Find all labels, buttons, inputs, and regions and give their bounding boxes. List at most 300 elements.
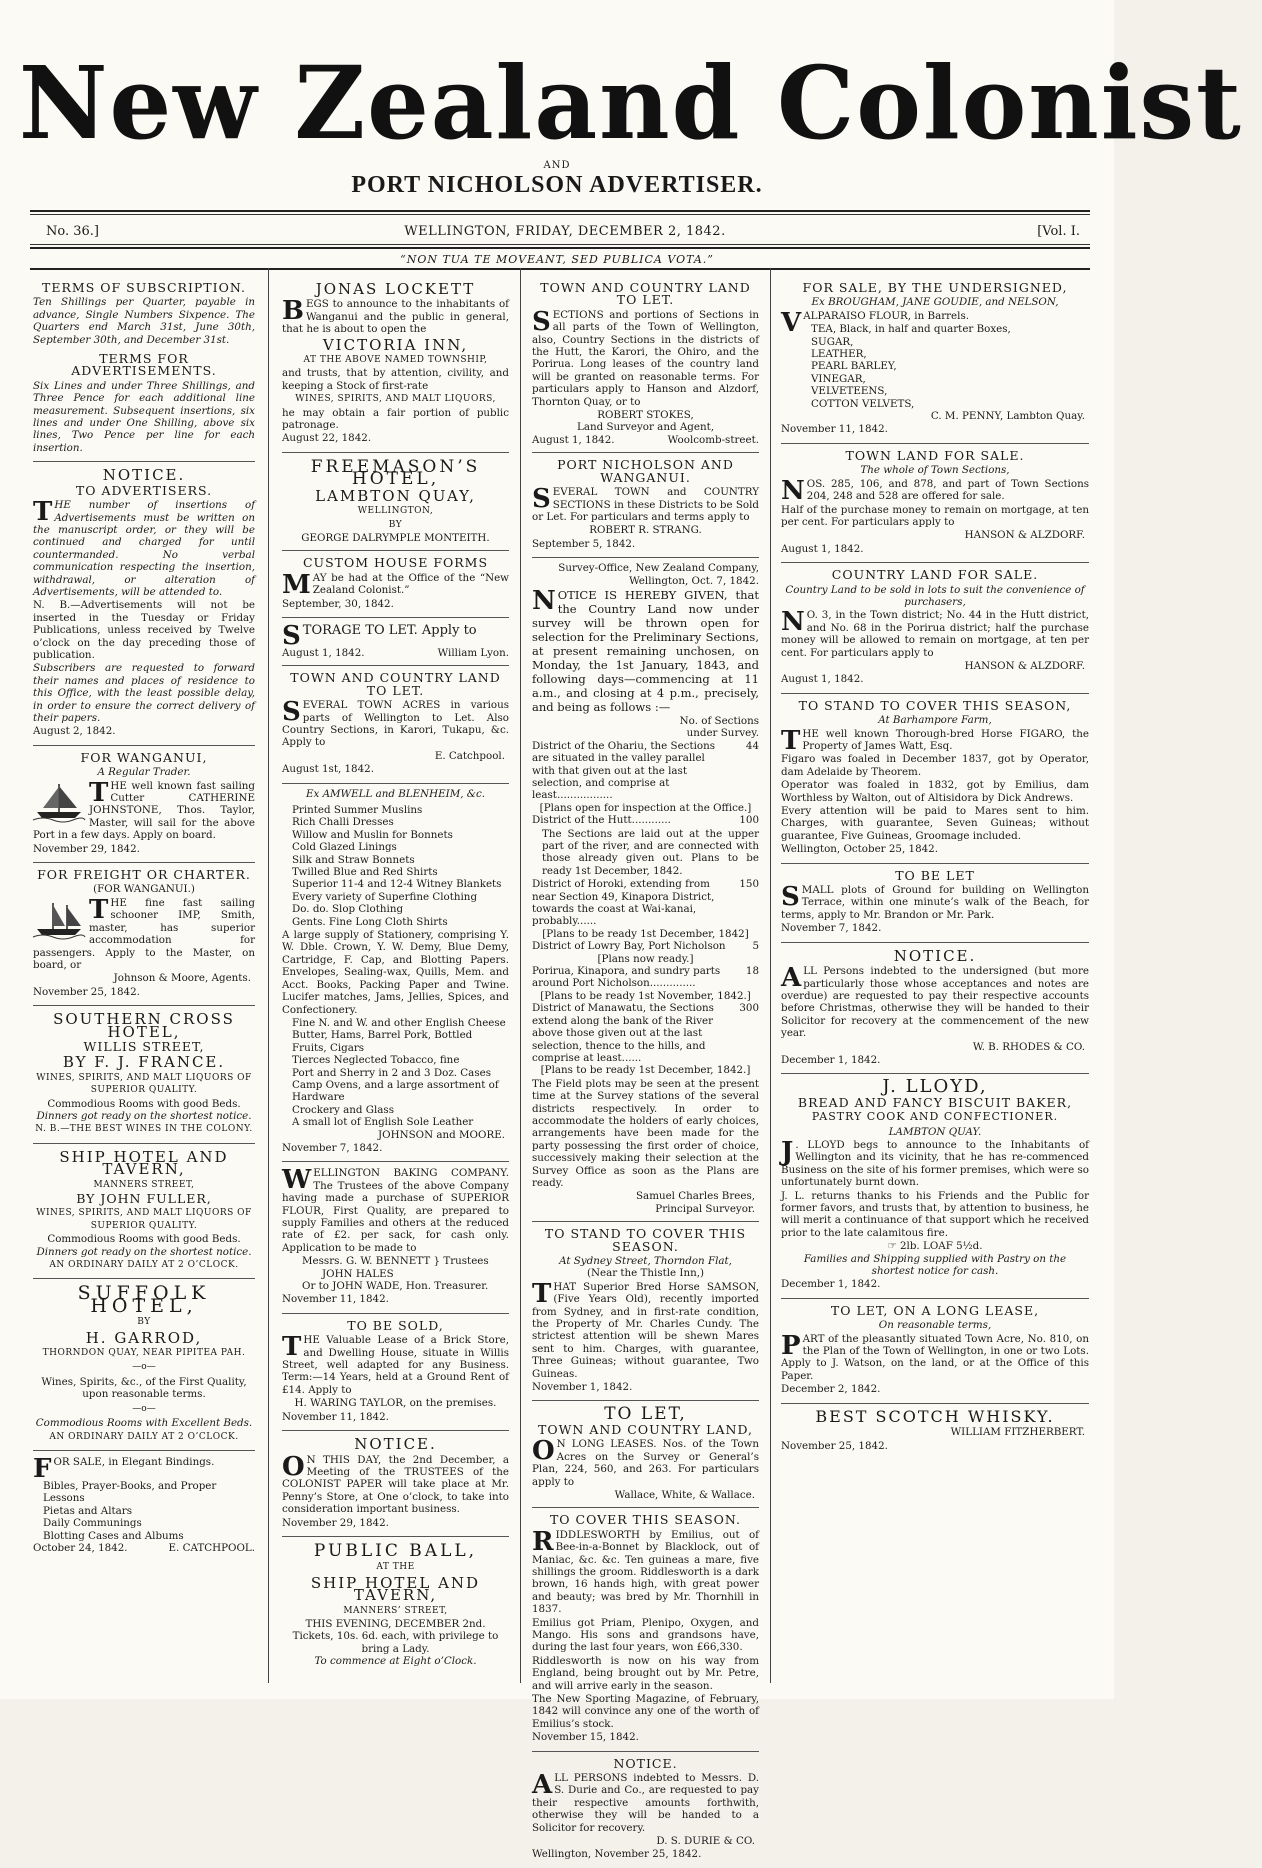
- ad-signature: E. CATCHPOOL.: [168, 1541, 255, 1554]
- treasurer-name: Or to JOHN WADE, Hon. Treasurer.: [302, 1280, 489, 1293]
- ad-text: N. B.—Advertisements will not be inserted in the Tuesday or Friday Publications, unless received by Twelve o’clock on the day preceding those of publication.: [33, 599, 255, 661]
- ad-stand-figaro: [781, 694, 1089, 864]
- ad-for-sale-books: [33, 1451, 255, 1560]
- ad-heading: TOWN AND COUNTRY LAND TO LET.: [290, 670, 501, 698]
- ad-text: HE well known fast sailing Cutter CATHERINE JOHNSTONE, Thos. Taylor, Master, will sail for the above Port in a few days. Apply on board.: [33, 779, 255, 842]
- ad-heading: JONAS LOCKETT: [315, 280, 476, 298]
- ad-date: November 25, 1842.: [33, 985, 140, 998]
- ad-suffolk-hotel: [33, 1279, 255, 1450]
- list-item: SUGAR,: [811, 335, 854, 348]
- list-item: Pietas and Altars: [43, 1504, 132, 1517]
- ad-to-be-sold: [282, 1314, 509, 1431]
- ad-date: November 29, 1842.: [33, 842, 140, 855]
- ad-subheading: A Regular Trader.: [97, 766, 191, 779]
- ad-heading: FOR SALE, BY THE UNDERSIGNED,: [802, 280, 1068, 295]
- loaf-price: 2lb. LOAF 5½d.: [900, 1240, 983, 1253]
- ad-heading: Ex AMWELL and BLENHEIM, &c.: [305, 787, 486, 800]
- ad-signature: William Lyon.: [437, 646, 509, 659]
- ad-signature: W. B. RHODES & CO.: [972, 1040, 1085, 1053]
- district-note: [Plans to be ready 1st November, 1842.]: [540, 989, 751, 1002]
- ad-town-land-sale: [781, 444, 1089, 563]
- section-count: 150: [739, 878, 759, 891]
- loaf-line: [781, 1240, 1089, 1252]
- drop-cap: T: [89, 894, 109, 925]
- section-count: 44: [745, 739, 759, 752]
- ad-text: HE well known Thorough-bred Horse FIGARO, the Property of James Watt, Esq.: [802, 727, 1089, 752]
- ad-date: December 1, 1842.: [781, 1053, 881, 1066]
- ad-subheading: At Sydney Street, Thorndon Flat,: [559, 1255, 732, 1267]
- ad-text: Commodious Rooms with good Beds.: [47, 1233, 241, 1246]
- ad-heading: NOTICE.: [613, 1755, 678, 1771]
- ad-storage: [282, 618, 509, 666]
- drop-cap: S: [282, 697, 301, 728]
- ad-heading: TERMS OF SUBSCRIPTION.: [42, 280, 246, 295]
- list-item: VINEGAR,: [811, 372, 866, 385]
- ad-heading: TOWN LAND FOR SALE.: [845, 447, 1025, 463]
- ad-text: OR SALE, in Elegant Bindings.: [53, 1455, 215, 1468]
- ad-date: August 1, 1842.: [781, 542, 864, 555]
- ad-heading: TO STAND TO COVER THIS SEASON.: [544, 1226, 747, 1254]
- ad-text: he may obtain a fair portion of public patronage.: [282, 406, 509, 432]
- list-item: Printed Summer Muslins: [292, 804, 423, 816]
- masthead: [0, 44, 1243, 162]
- drop-cap: O: [532, 1436, 555, 1467]
- ad-text: and trusts, that by attention, civility, and keeping a Stock of first-rate: [282, 367, 509, 392]
- ad-signature: H. WARING TAYLOR, on the premises.: [294, 1397, 497, 1410]
- ad-date: November 15, 1842.: [532, 1731, 639, 1744]
- volume-number: [Vol. I.: [1037, 224, 1080, 239]
- drop-cap: T: [89, 777, 109, 808]
- ad-text: O. 3, in the Town district; No. 44 in the Hutt district, and No. 68 in the Porirua district; half the purchase money will be allowed to remain on mortgage, at ten per cent. For particulars apply to: [781, 609, 1089, 659]
- ad-subheading: MANNERS STREET,: [93, 1179, 195, 1190]
- ad-heading: NOTICE.: [893, 946, 977, 965]
- list-item: Rich Challi Dresses: [292, 816, 394, 829]
- ad-date: November 7, 1842.: [282, 1141, 383, 1154]
- ad-heading: PUBLIC BALL,: [313, 1540, 478, 1561]
- ad-text: MANNERS’ STREET,: [343, 1605, 448, 1616]
- ad-scotch-whisky: [781, 1404, 1089, 1459]
- ad-subheading: (FOR WANGANUI.): [93, 883, 195, 896]
- terms-of-subscription: [33, 276, 255, 462]
- ad-date: November 1, 1842.: [532, 1381, 633, 1394]
- ad-heading: SUFFOLK HOTEL,: [77, 1282, 211, 1317]
- notice-to-advertisers: [33, 462, 255, 746]
- ad-text: Half of the purchase money to remain on mortgage, at ten per cent. For particulars apply to: [781, 503, 1089, 528]
- ad-text: TORAGE TO LET. Apply to: [302, 622, 477, 638]
- ad-text: A large supply of Stationery, comprising Y. W. Dble. Crown, Y. W. Demy, Blue Demy, Cartridge, F. Cap, and Blotting Papers. Envelopes, Sealing-wax, Quills, Mem. and Acct. Books, Packing Paper and Twine. Lucifer matches, Jams, Jellies, Spices, and Confectionery.: [282, 929, 509, 1016]
- ad-text: THORNDON QUAY, NEAR PIPITEA PAH.: [42, 1348, 246, 1359]
- ad-heading: BEST SCOTCH WHISKY.: [815, 1406, 1055, 1426]
- ad-survey-office: [532, 558, 759, 1222]
- ad-subheading: BY: [137, 1317, 151, 1328]
- list-item: PEARL BARLEY,: [811, 360, 897, 373]
- trustee-name: Messrs. G. W. BENNETT: [302, 1255, 431, 1268]
- ad-date: November 25, 1842.: [781, 1439, 888, 1452]
- ad-text: Operator was foaled in 1832, got by Emilius, dam Worthless by Walton, out of Altisidora by Dick Andrews.: [781, 779, 1089, 804]
- ad-date: August 1, 1842.: [282, 646, 365, 659]
- ad-lloyd-baker: [781, 1074, 1089, 1299]
- ad-subheading: TO ADVERTISERS.: [75, 482, 213, 498]
- ad-text: Survey-Office, New Zealand Company,: [558, 562, 759, 575]
- drop-cap: T: [781, 725, 801, 756]
- dateline-rule: [30, 244, 1090, 245]
- ad-date: August 22, 1842.: [282, 432, 372, 445]
- ad-signature: HANSON & ALZDORF.: [964, 529, 1085, 542]
- ad-signature: D. S. DURIE & CO.: [656, 1835, 755, 1848]
- ad-text: EVERAL TOWN ACRES in various parts of Wellington to Let. Also Country Sections, in Karori, Tukapu, &c. Apply to: [282, 699, 509, 749]
- district-note: The Sections are laid out at the upper part of the river, and are connected with those already given out. Plans to be ready 1st December, 1842.: [542, 827, 759, 877]
- ad-text: The New Sporting Magazine, of February, 1842 will convince any one of the worth of Emilius’s stock.: [532, 1693, 759, 1730]
- ad-freight-charter: [33, 863, 255, 1006]
- ad-freemasons-hotel: [282, 453, 509, 551]
- ad-signature: ROBERT R. STRANG.: [589, 524, 702, 537]
- ad-jonas-lockett: [282, 276, 509, 453]
- list-item: Fine N. and W. and other English Cheese: [292, 1016, 506, 1029]
- ad-text: WINES, SPIRITS, AND MALT LIQUORS OF SUPERIOR QUALITY.: [36, 1072, 252, 1096]
- motto: “NON TUA TE MOVEANT, SED PUBLICA VOTA.”: [400, 253, 714, 266]
- column-divider: [520, 268, 521, 1683]
- list-item: Port and Sherry in 2 and 3 Doz. Cases: [292, 1066, 491, 1079]
- drop-cap: P: [781, 1330, 801, 1361]
- motto-rule: [30, 268, 1090, 270]
- ad-text: Riddlesworth is now on his way from England, being brought out by Mr. Petre, and will arrive early in the season.: [532, 1654, 759, 1692]
- ad-heading: NOTICE.: [102, 466, 186, 485]
- ad-date: August 1, 1842.: [781, 673, 864, 686]
- column-1: [33, 276, 255, 1686]
- ad-text: BY: [388, 519, 403, 530]
- ad-text: HE fine fast sailing schooner IMP, Smith, master, has superior accommodation for passengers. Apply to the Master, on board, or: [33, 896, 255, 971]
- ad-for-sale-penny: [781, 276, 1089, 444]
- list-item: Crockery and Glass: [292, 1103, 394, 1116]
- ad-heading: TO COVER THIS SEASON.: [549, 1512, 742, 1528]
- list-item: Gents. Fine Long Cloth Shirts: [292, 915, 448, 928]
- ad-text: Dinners got ready on the shortest notice.: [36, 1109, 252, 1122]
- drop-cap: T: [282, 1332, 302, 1363]
- ad-text: ELLINGTON BAKING COMPANY. The Trustees of the above Company having made a purchase of SUPERIOR FLOUR, First Quality, are prepared to supply Families and others at the reduced rate of £2. per sack, for cash only. Application to be made to: [282, 1167, 509, 1254]
- ad-text: Emilius got Priam, Plenipo, Oxygen, and Mango. His sons and grandsons have, during the last four years, won £66,330.: [532, 1616, 759, 1654]
- ad-date: October 24, 1842.: [33, 1541, 128, 1554]
- district-name: Porirua, Kinapora, and sundry parts around Port Nicholson..............: [532, 965, 721, 990]
- ad-text: OTICE IS HEREBY GIVEN, that the Country Land now under survey will be thrown open for selection for the Preliminary Sections, at present remaining unchosen, on Monday, the 1st January, 1843, and following days—commencing at 11 a.m., and closing at 4 p.m., precisely, and being as follows :—: [532, 587, 759, 714]
- trustee-label: } Trustees: [433, 1255, 489, 1268]
- ad-signature: E. Catchpool.: [434, 749, 505, 762]
- ad-heading: FOR WANGANUI,: [80, 749, 208, 765]
- ad-text: HE number of insertions of Advertisements must be written on the manuscript order, or they will be continued and charged for until countermanded. No verbal communication respecting the insertion, withdrawal, or alteration of Advertisements, will be attended to.: [33, 499, 255, 598]
- ad-date: Wellington, October 25, 1842.: [781, 843, 939, 856]
- ship-icon: [33, 899, 85, 939]
- ad-notice-rhodes: [781, 943, 1089, 1075]
- ad-to-let-leases: [532, 1401, 759, 1508]
- drop-cap: W: [282, 1165, 312, 1196]
- ad-date: November 11, 1842.: [282, 1410, 389, 1423]
- ad-separator: —o—: [132, 1362, 156, 1373]
- ad-date: December 2, 1842.: [781, 1383, 881, 1396]
- ad-signature: Principal Surveyor.: [655, 1202, 755, 1215]
- list-item: Camp Ovens, and a large assortment of Hardware: [292, 1078, 499, 1104]
- ad-signature: Land Surveyor and Agent,: [576, 421, 714, 434]
- list-item: Butter, Hams, Barrel Pork, Bottled Fruits, Cigars: [292, 1029, 473, 1054]
- ad-text: Six Lines and under Three Shillings, and Three Pence for each additional line measurement. Subsequent insertions, six lines and under One Shilling, above six lines, Two Pence per line for each insertion.: [33, 379, 255, 454]
- district-note: [Plans to be ready 1st December, 1842]: [542, 927, 749, 940]
- ad-date: September 5, 1842.: [532, 537, 636, 550]
- list-item: LEATHER,: [811, 348, 867, 361]
- ad-southern-cross-hotel: [33, 1006, 255, 1144]
- ad-date: November 11, 1842.: [781, 423, 888, 436]
- ad-to-be-let: [781, 864, 1089, 943]
- drop-cap: V: [781, 307, 802, 338]
- ad-subheading: BY F. J. FRANCE.: [62, 1053, 226, 1072]
- list-item: Superior 11-4 and 12-4 Witney Blankets: [292, 878, 502, 891]
- ad-text: Every attention will be paid to Mares sent to him. Charges, with guarantee, Seven Guineas; without guarantee, Five Guineas, Groomage included.: [781, 805, 1089, 842]
- list-item: Silk and Straw Bonnets: [292, 853, 415, 866]
- drop-cap: N: [781, 607, 805, 638]
- ad-heading: SOUTHERN CROSS HOTEL,: [53, 1010, 235, 1041]
- list-item: A small lot of English Sole Leather: [292, 1116, 474, 1129]
- list-item: Willow and Muslin for Bonnets: [292, 828, 453, 841]
- drop-cap: N: [781, 475, 805, 506]
- ad-text: OS. 285, 106, and 878, and part of Town Sections 204, 248 and 528 are offered for sale.: [806, 477, 1089, 503]
- ad-signature: JOHNSON and MOORE.: [378, 1128, 505, 1141]
- ad-subheading: BREAD AND FANCY BISCUIT BAKER,: [797, 1094, 1073, 1110]
- column-4: [781, 276, 1089, 1686]
- drop-cap: M: [282, 569, 311, 600]
- section-count: 18: [745, 965, 759, 978]
- ad-baking-company: [282, 1162, 509, 1313]
- district-note: [Plans to be ready 1st December, 1842.]: [540, 1064, 751, 1077]
- ad-text: AY be had at the Office of the “New Zealand Colonist.”: [312, 571, 509, 597]
- drop-cap: F: [33, 1453, 52, 1484]
- ad-port-nicholson-wanganui: [532, 453, 759, 558]
- list-item: Every variety of Superfine Clothing: [292, 890, 478, 903]
- ad-heading: TO STAND TO COVER THIS SEASON,: [798, 697, 1072, 713]
- ad-text: ART of the pleasantly situated Town Acre, No. 810, on the Plan of the Town of Wellington, in one or two Lots. Apply to J. Watson, on the land, or at the Office of this Paper.: [781, 1332, 1089, 1382]
- ad-text: IDDLESWORTH by Emilius, out of Bee-in-a-Bonnet by Blacklock, out of Maniac, &c. &c. Ten guineas a mare, five shillings the groom. Riddlesworth is a dark brown, 16 hands high, with great power and beauty; was bred by Mr. Thornhill in 1837.: [532, 1528, 759, 1616]
- ad-signature: C. M. PENNY, Lambton Quay.: [930, 410, 1085, 423]
- ad-text: Commodious Rooms with good Beds.: [47, 1097, 241, 1110]
- ad-date: August 2, 1842.: [33, 725, 116, 738]
- ad-land-to-let: [532, 276, 759, 453]
- ad-text: LL PERSONS indebted to Messrs. D. S. Durie and Co., are requested to pay their respective amounts forthwith, otherwise they will be handed to a Solicitor for recovery.: [532, 1772, 759, 1834]
- ad-heading: SHIP HOTEL AND TAVERN,: [59, 1147, 229, 1179]
- list-item: TEA, Black, in half and quarter Boxes,: [811, 323, 1011, 336]
- district-name: District of Horoki, extending from near Section 49, Kinapora District, towards the coast at Wai-kanai, probably......: [532, 878, 715, 928]
- ad-long-lease: [781, 1299, 1089, 1404]
- ad-date: December 1, 1842.: [781, 1278, 881, 1291]
- section-count: 5: [752, 940, 759, 953]
- ad-notice-durie: [532, 1752, 759, 1868]
- column-divider: [268, 268, 269, 1683]
- ad-heading: J. LLOYD,: [882, 1076, 988, 1098]
- masthead-subtitle: PORT NICHOLSON ADVERTISER.: [351, 172, 763, 198]
- ad-town-country-land: [282, 666, 509, 783]
- ad-text: MALL plots of Ground for building on Wellington Terrace, within one minute’s walk of the Beach, for terms, apply to Mr. Brandon or Mr. Park.: [781, 884, 1089, 921]
- ad-text: Ten Shillings per Quarter, payable in advance, Single Numbers Sixpence. The Quarters end March 31st, June 30th, September 30th, and December 31st.: [33, 296, 255, 346]
- ad-text: WINES, SPIRITS, AND MALT LIQUORS OF SUPERIOR QUALITY.: [36, 1208, 252, 1231]
- drop-cap: J: [781, 1136, 794, 1167]
- column-3: [532, 276, 760, 1861]
- district-name: District of the Ohariu, the Sections are situated in the valley parallel with that given out at the last selection, and comprise at least.................: [532, 739, 715, 802]
- ad-text: AT THE ABOVE NAMED TOWNSHIP,: [303, 355, 488, 366]
- ad-heading: TOWN AND COUNTRY LAND TO LET.: [540, 280, 751, 308]
- section-count: 300: [739, 1002, 759, 1015]
- district-name: District of Lowry Bay, Port Nicholson: [532, 940, 726, 953]
- section-count: 100: [739, 814, 759, 827]
- dateline: [40, 220, 1090, 242]
- ad-subheading: Country Land to be sold in lots to suit the convenience of purchasers,: [785, 583, 1085, 608]
- ad-heading: FOR FREIGHT OR CHARTER.: [37, 867, 251, 883]
- ad-text: Families and Shipping supplied with Pastry on the shortest notice for cash.: [803, 1252, 1067, 1278]
- ad-signature: HANSON & ALZDORF.: [964, 659, 1085, 672]
- ad-date: November 7, 1842.: [781, 922, 882, 935]
- ad-separator: —o—: [132, 1403, 156, 1414]
- drop-cap: A: [781, 963, 802, 994]
- dateline-rule-thick: [30, 247, 1090, 249]
- ad-text: ALPARAISO FLOUR, in Barrels.: [803, 309, 969, 322]
- drop-cap: R: [532, 1526, 554, 1557]
- ad-signature: Woolcomb-street.: [667, 433, 759, 446]
- ad-date: September, 30, 1842.: [282, 597, 394, 610]
- drop-cap: S: [282, 620, 301, 651]
- district-note: [Plans now ready.]: [597, 952, 694, 965]
- ad-subheading: TOWN AND COUNTRY LAND,: [538, 1421, 753, 1437]
- issue-number: No. 36.]: [46, 224, 99, 239]
- list-item: Twilled Blue and Red Shirts: [292, 866, 438, 879]
- drop-cap: A: [532, 1770, 553, 1801]
- ad-subheading: (Near the Thistle Inn,): [586, 1267, 705, 1280]
- ad-text: N THIS DAY, the 2nd December, a Meeting of the TRUSTEES of the COLONIST PAPER will take place at Mr. Penny’s Store, at One o’clock, to take into consideration important business.: [282, 1453, 509, 1516]
- drop-cap: S: [532, 484, 551, 515]
- ad-subheading: On reasonable terms,: [878, 1319, 992, 1332]
- district-name: District of Manawatu, the Sections extend along the bank of the River above those given out at the last selection, thence to the hills, and comprise at least......: [532, 1002, 714, 1064]
- ad-date: November 11, 1842.: [282, 1293, 389, 1306]
- ad-text: AN ORDINARY DAILY AT 2 O’CLOCK.: [49, 1260, 239, 1271]
- masthead-title: New Zealand Colonist: [18, 44, 1243, 162]
- ad-heading: CUSTOM HOUSE FORMS: [302, 555, 489, 571]
- ad-text: THIS EVENING, DECEMBER 2nd.: [305, 1617, 486, 1630]
- ad-date: August 1, 1842.: [532, 433, 615, 446]
- ad-country-land-sale: [781, 563, 1089, 694]
- ad-date: August 1st, 1842.: [282, 763, 374, 776]
- list-item: VELVETEENS,: [811, 385, 888, 398]
- ad-subheading: LAMBTON QUAY,: [315, 486, 476, 505]
- ad-subheading: LAMBTON QUAY.: [888, 1125, 982, 1138]
- ship-icon: [33, 782, 85, 822]
- drop-cap: N: [532, 585, 556, 616]
- list-item: Daily Communings: [43, 1517, 142, 1530]
- ad-heading: TO BE SOLD,: [347, 1317, 444, 1333]
- list-item: Do. do. Slop Clothing: [292, 903, 404, 916]
- list-item: Tierces Neglected Tobacco, fine: [292, 1054, 460, 1067]
- drop-cap: O: [282, 1451, 305, 1482]
- ad-subheading: PASTRY COOK AND CONFECTIONER.: [811, 1110, 1059, 1124]
- ad-date: November 29, 1842.: [282, 1516, 389, 1529]
- ad-text: HE Valuable Lease of a Brick Store, and Dwelling House, situate in Willis Street, well adapted for any Business. Term:—14 Years, held at a Ground Rent of £14. Apply to: [282, 1334, 509, 1396]
- ad-text: EVERAL TOWN and COUNTRY SECTIONS in these Districts to be Sold or Let. For particulars and terms apply to: [532, 486, 760, 523]
- ad-public-ball: [282, 1537, 509, 1674]
- ad-text: N LONG LEASES. Nos. of the Town Acres on the Survey or General’s Plan, 224, 560, and 263. For particulars apply to: [532, 1438, 759, 1488]
- ad-text: Figaro was foaled in December 1837, got by Operator, dam Adelaide by Theorem.: [781, 753, 1089, 778]
- ad-heading: TERMS FOR ADVERTISEMENTS.: [71, 351, 217, 379]
- table-header: No. of Sections under Survey.: [679, 714, 759, 740]
- pointing-hand-icon: ☞: [887, 1240, 900, 1253]
- district-name: District of the Hutt............: [532, 814, 671, 827]
- masthead-rule: [30, 210, 1090, 212]
- ad-stand-samson: [532, 1222, 759, 1401]
- ad-subheading: H. GARROD,: [85, 1328, 203, 1347]
- drop-cap: T: [33, 497, 53, 528]
- ad-notice-trustees: [282, 1431, 509, 1537]
- ad-heading: PORT NICHOLSON AND WANGANUI.: [557, 457, 734, 485]
- drop-cap: B: [282, 296, 304, 327]
- ad-for-wanganui: [33, 746, 255, 863]
- ad-subheading: WILLIS STREET,: [83, 1038, 205, 1054]
- ad-text: LL Persons indebted to the undersigned (but more particularly those whose acceptances and notes are overdue) are requested to pay their respective accounts before Christmas, otherwise they will be handed to their Solicitor for recovery at the commencement of the new year.: [781, 965, 1089, 1040]
- ad-text: The Field plots may be seen at the present time at the Survey stations of the several districts respectively. In order to accommodate the holders of early choices, arrangements have been made for the party possessing the first order of choice, successively making their selection at the Survey Office as soon as the Plans are ready.: [532, 1077, 759, 1189]
- column-2: [282, 276, 509, 1686]
- ad-text: WINES, SPIRITS, AND MALT LIQUORS,: [295, 394, 496, 405]
- ad-heading: COUNTRY LAND FOR SALE.: [831, 567, 1039, 583]
- column-divider: [770, 268, 771, 1683]
- drop-cap: T: [532, 1278, 552, 1309]
- ad-text: Dinners got ready on the shortest notice.: [36, 1245, 252, 1258]
- ad-heading: TO BE LET: [895, 867, 975, 883]
- ad-signature: Johnson & Moore, Agents.: [113, 972, 251, 985]
- masthead-and: AND: [543, 160, 571, 171]
- ad-text: Subscribers are requested to forward their names and places of residence to this Office, with the least possible delay, in order to ensure the correct delivery of their papers.: [33, 662, 255, 724]
- drop-cap: S: [532, 306, 551, 337]
- masthead-rule-thin: [30, 214, 1090, 215]
- ad-text: Wellington, Oct. 7, 1842.: [629, 574, 759, 587]
- ad-text: ECTIONS and portions of Sections in all parts of the Town of Wellington, also, Country Sections in the districts of the Hutt, the Karori, the Ohiro, and the Porirua. Long leases of the country land will be granted on reasonable terms. For particulars apply to Hanson and Alzdorf, Thornton Quay, or to: [532, 308, 759, 408]
- ad-subheading: Ex BROUGHAM, JANE GOUDIE, and NELSON,: [811, 296, 1059, 309]
- ad-subheading: At Barhampore Farm,: [878, 714, 992, 727]
- ad-heading: NOTICE.: [354, 1435, 437, 1454]
- ad-signature: WILLIAM FITZHERBERT.: [950, 1426, 1085, 1439]
- ad-text: Tickets, 10s. 6d. each, with privilege to bring a Lady.: [292, 1630, 499, 1655]
- ad-subheading: SHIP HOTEL AND TAVERN,: [310, 1573, 481, 1605]
- ad-ship-hotel: [33, 1144, 255, 1280]
- list-item: Bibles, Prayer-Books, and Proper Lessons: [43, 1479, 217, 1505]
- ad-text: To commence at Eight o’Clock.: [314, 1655, 477, 1668]
- ad-heading: TO LET,: [604, 1404, 687, 1425]
- ad-text: GEORGE DALRYMPLE MONTEITH.: [301, 531, 490, 544]
- ad-text: Commodious Rooms with Excellent Beds.: [35, 1417, 253, 1430]
- ad-custom-house-forms: [282, 551, 509, 618]
- district-note: [Plans open for inspection at the Office.]: [539, 801, 752, 814]
- ad-subheading: BY JOHN FULLER,: [76, 1191, 212, 1206]
- list-item: Cold Glazed Linings: [292, 841, 397, 854]
- list-item: COTTON VELVETS,: [811, 397, 915, 410]
- ad-subheading: VICTORIA INN,: [322, 335, 469, 354]
- ad-heading: FREEMASON’S HOTEL,: [310, 456, 481, 490]
- ad-text: EGS to announce to the inhabitants of Wanganui and the public in general, that he is about to open the: [282, 298, 509, 336]
- trustee-name: JOHN HALES: [322, 1267, 394, 1280]
- drop-cap: S: [781, 882, 800, 913]
- ad-heading: TO LET, ON A LONG LEASE,: [830, 1302, 1040, 1318]
- ad-text: HAT Superior Bred Horse SAMSON, (Five Years Old), recently imported from Sydney, and in first-rate condition, the Property of Mr. Charles Cundy. The strictest attention will be shewn Mares sent to him. Charges, with guarantee, Three Guineas; without guarantee, Two Guineas.: [532, 1280, 759, 1380]
- ad-signature: Wallace, White, & Wallace.: [614, 1488, 755, 1501]
- ad-amwell-blenheim: [282, 784, 509, 1163]
- list-item: Blotting Cases and Albums: [43, 1529, 184, 1542]
- ad-text: Wines, Spirits, &c., of the First Quality, upon reasonable terms.: [41, 1375, 247, 1401]
- ad-text: AT THE: [376, 1562, 415, 1573]
- ad-text: N. B.—THE BEST WINES IN THE COLONY.: [35, 1124, 253, 1135]
- ad-text: WELLINGTON,: [357, 506, 434, 517]
- ad-date: Wellington, November 25, 1842.: [532, 1848, 702, 1861]
- ad-text: J. L. returns thanks to his Friends and the Public for former favors, and trusts that, by attention to business, he will merit a continuance of that support which he received prior to the late calamitous fire.: [781, 1189, 1089, 1239]
- ad-riddlesworth: [532, 1508, 759, 1751]
- ad-text: AN ORDINARY DAILY AT 2 O’CLOCK.: [49, 1431, 239, 1442]
